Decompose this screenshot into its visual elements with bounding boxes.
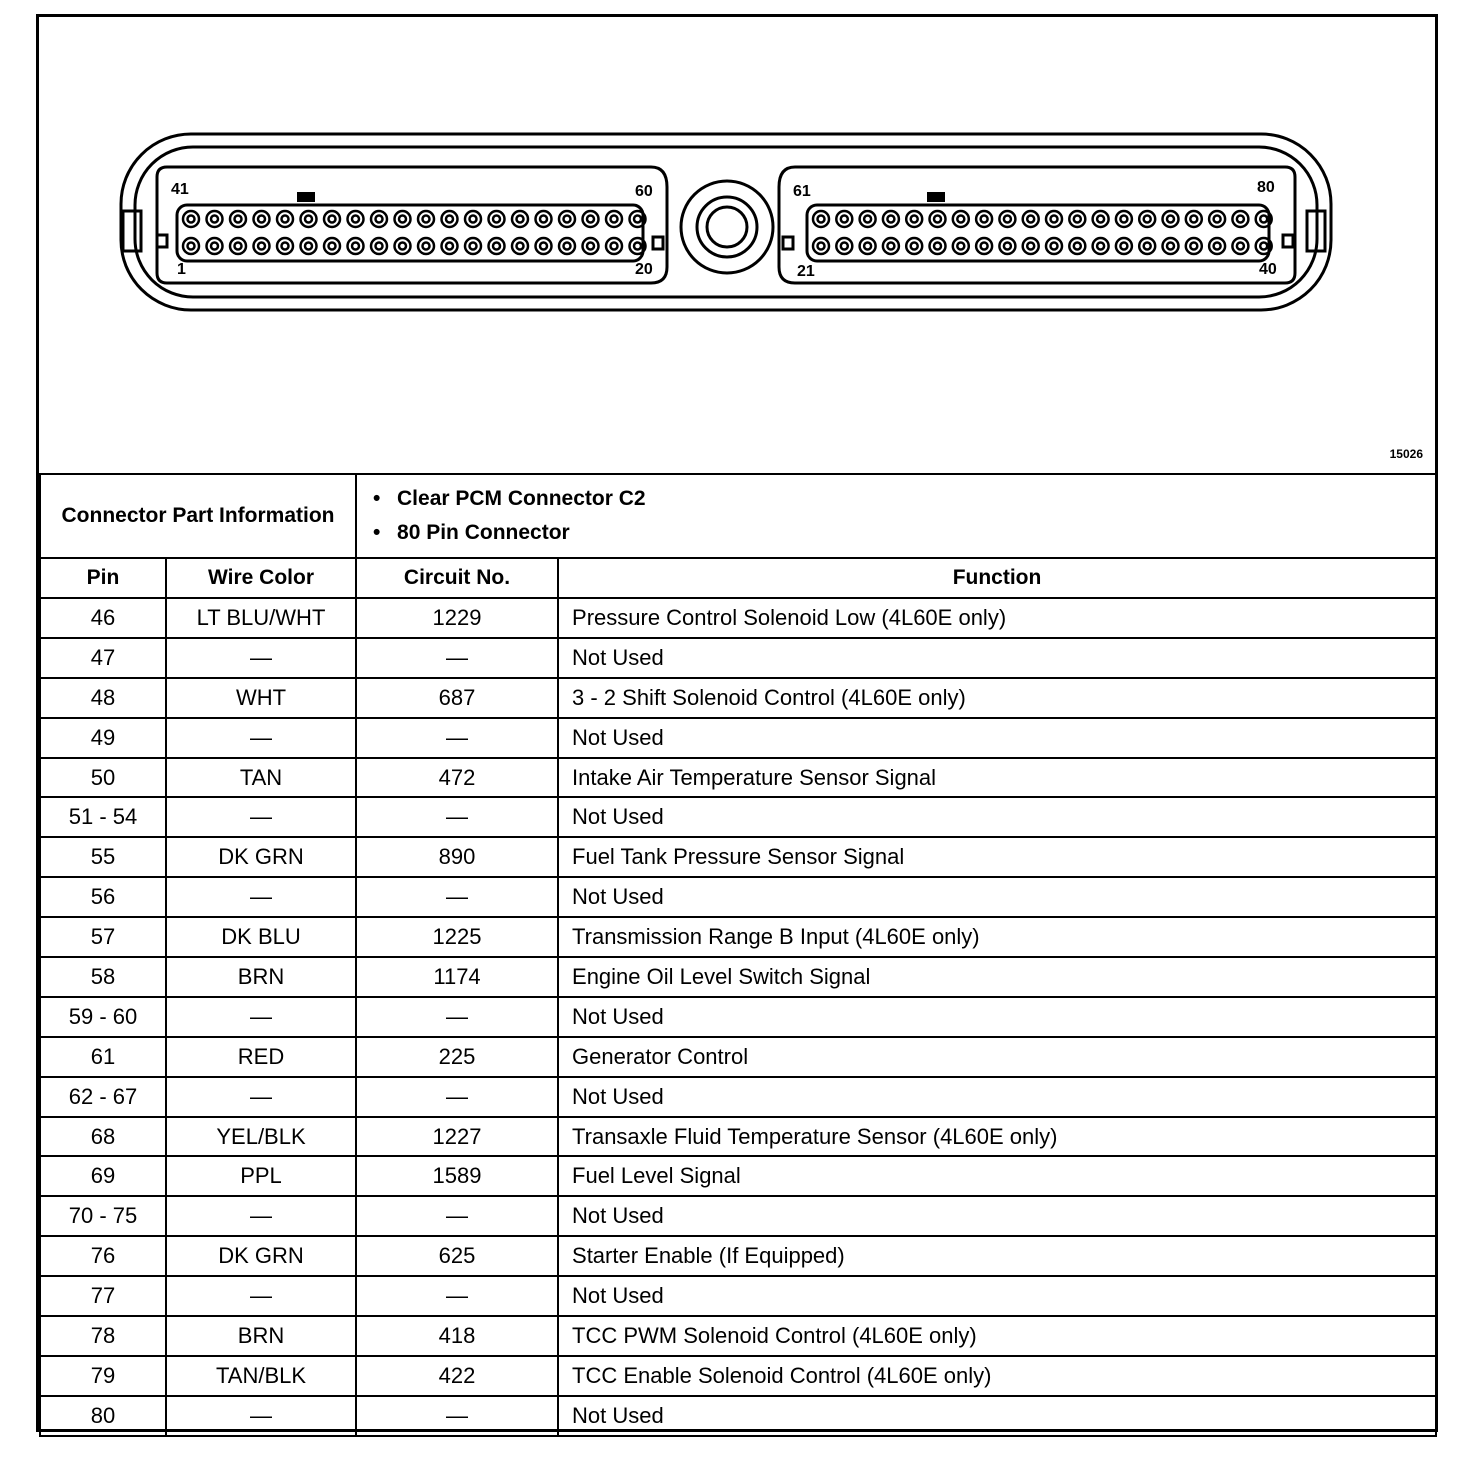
connector-pin-core	[1144, 216, 1151, 223]
connector-pin	[1023, 211, 1039, 227]
connector-pin	[606, 211, 622, 227]
connector-pin-core	[611, 216, 618, 223]
connector-pin-core	[235, 243, 242, 250]
function-cell: Not Used	[558, 797, 1436, 837]
connector-pin-core	[540, 243, 547, 250]
table-row	[40, 1077, 1436, 1117]
connector-pin-core	[911, 243, 918, 250]
function-cell: Transmission Range B Input (4L60E only)	[558, 917, 1436, 957]
circuit-cell: 472	[356, 758, 558, 798]
connector-pin	[1093, 211, 1109, 227]
circuit-cell: 1174	[356, 957, 558, 997]
right-bottom-left-pin-number: 21	[797, 263, 815, 280]
function-cell: Not Used	[558, 638, 1436, 678]
right-top-right-pin-number: 80	[1257, 179, 1275, 196]
connector-pin	[371, 238, 387, 254]
table-row	[40, 1236, 1436, 1276]
wire-color-cell: BRN	[166, 957, 356, 997]
connector-pin-core	[399, 216, 406, 223]
connector-pin	[1116, 238, 1132, 254]
connector-pin	[207, 211, 223, 227]
connector-pin	[976, 211, 992, 227]
function-cell: Not Used	[558, 1077, 1436, 1117]
connector-pin-core	[188, 216, 195, 223]
connector-pin-core	[1097, 216, 1104, 223]
table-row	[40, 837, 1436, 877]
wire-color-cell: DK BLU	[166, 917, 356, 957]
connector-pin-core	[517, 216, 524, 223]
pin-cell: 46	[40, 598, 166, 638]
connector-pin-core	[376, 216, 383, 223]
circuit-cell: 1227	[356, 1117, 558, 1157]
connector-pin-core	[564, 243, 571, 250]
connector-pin	[442, 211, 458, 227]
function-cell: Engine Oil Level Switch Signal	[558, 957, 1436, 997]
connector-pin-core	[934, 216, 941, 223]
wire-color-cell: —	[166, 1077, 356, 1117]
connector-pin-core	[446, 243, 453, 250]
connector-pin	[813, 211, 829, 227]
connector-pin-core	[1027, 243, 1034, 250]
pin-cell: 70 - 75	[40, 1196, 166, 1236]
connector-pin-core	[329, 216, 336, 223]
table-row	[40, 1196, 1436, 1236]
wire-color-cell: BRN	[166, 1316, 356, 1356]
connector-pin-core	[1074, 216, 1081, 223]
right-key	[783, 237, 793, 249]
connector-pin	[1163, 211, 1179, 227]
connector-pin	[254, 238, 270, 254]
circuit-cell: —	[356, 1196, 558, 1236]
table-header-row	[40, 558, 1436, 598]
function-cell: TCC PWM Solenoid Control (4L60E only)	[558, 1316, 1436, 1356]
connector-pin-core	[376, 243, 383, 250]
pin-cell: 55	[40, 837, 166, 877]
connector-pin-core	[818, 216, 825, 223]
table-row	[40, 877, 1436, 917]
function-cell: 3 - 2 Shift Solenoid Control (4L60E only)	[558, 678, 1436, 718]
table-row	[40, 1117, 1436, 1157]
connector-pin	[1069, 238, 1085, 254]
right-key-2	[1283, 235, 1293, 247]
right-bottom-right-pin-number: 40	[1259, 261, 1277, 278]
function-cell: Not Used	[558, 997, 1436, 1037]
connector-pin	[1186, 211, 1202, 227]
connector-pin-core	[587, 243, 594, 250]
circuit-cell: —	[356, 1077, 558, 1117]
circuit-cell: 687	[356, 678, 558, 718]
function-cell: Starter Enable (If Equipped)	[558, 1236, 1436, 1276]
connector-pin-core	[1120, 243, 1127, 250]
pin-cell: 50	[40, 758, 166, 798]
connector-pin	[536, 238, 552, 254]
circuit-cell: 890	[356, 837, 558, 877]
wire-color-cell: WHT	[166, 678, 356, 718]
wire-color-cell: LT BLU/WHT	[166, 598, 356, 638]
table-row	[40, 957, 1436, 997]
header-circuit-no: Circuit No.	[356, 558, 558, 598]
pin-cell: 49	[40, 718, 166, 758]
table-body	[40, 598, 1436, 1436]
connector-pin-core	[818, 243, 825, 250]
connector-pin	[348, 211, 364, 227]
table-row	[40, 598, 1436, 638]
connector-pin-core	[864, 243, 871, 250]
connector-pin-core	[1074, 243, 1081, 250]
circuit-cell: —	[356, 718, 558, 758]
left-top-right-pin-number: 60	[635, 183, 653, 200]
wire-color-cell: TAN	[166, 758, 356, 798]
connector-pin-core	[235, 216, 242, 223]
connector-pin-core	[1167, 216, 1174, 223]
pin-cell: 79	[40, 1356, 166, 1396]
circuit-cell: 1589	[356, 1156, 558, 1196]
circuit-cell: —	[356, 797, 558, 837]
connector-pin-core	[470, 216, 477, 223]
wire-color-cell: DK GRN	[166, 1236, 356, 1276]
function-cell: Fuel Level Signal	[558, 1156, 1436, 1196]
connector-pin	[324, 238, 340, 254]
connector-pin	[1209, 211, 1225, 227]
connector-pin-core	[1120, 216, 1127, 223]
connector-pin-core	[864, 216, 871, 223]
connector-pin-core	[399, 243, 406, 250]
function-cell: Not Used	[558, 718, 1436, 758]
connector-pin	[860, 238, 876, 254]
wire-color-cell: —	[166, 1396, 356, 1436]
connector-pin	[348, 238, 364, 254]
connector-pin-core	[517, 243, 524, 250]
table-row	[40, 1037, 1436, 1077]
table-row	[40, 758, 1436, 798]
connector-pin-core	[611, 243, 618, 250]
connector-pin	[371, 211, 387, 227]
connector-pin	[1139, 238, 1155, 254]
connector-pin-core	[634, 243, 641, 250]
connector-info-list	[356, 474, 1436, 558]
right-polarity-mark	[927, 192, 945, 202]
connector-pin	[1209, 238, 1225, 254]
wire-color-cell: —	[166, 638, 356, 678]
connector-pin	[953, 211, 969, 227]
connector-pin-core	[1260, 216, 1267, 223]
connector-pin-core	[305, 243, 312, 250]
connector-pin	[301, 238, 317, 254]
circuit-cell: 422	[356, 1356, 558, 1396]
connector-pin	[999, 211, 1015, 227]
circuit-cell: 418	[356, 1316, 558, 1356]
wire-color-cell: TAN/BLK	[166, 1356, 356, 1396]
connector-pin-core	[1167, 243, 1174, 250]
connector-pin	[324, 211, 340, 227]
connector-pin	[277, 211, 293, 227]
pin-cell: 48	[40, 678, 166, 718]
connector-drawing	[39, 17, 1435, 473]
connector-pin	[418, 211, 434, 227]
function-cell: Not Used	[558, 1396, 1436, 1436]
connector-pin	[559, 211, 575, 227]
connector-pin-core	[470, 243, 477, 250]
connector-pin-core	[446, 216, 453, 223]
connector-pin-core	[1190, 243, 1197, 250]
connector-pin	[583, 238, 599, 254]
connector-pin-core	[841, 216, 848, 223]
pin-cell: 77	[40, 1276, 166, 1316]
wire-color-cell: —	[166, 1196, 356, 1236]
table-row	[40, 638, 1436, 678]
function-cell: Not Used	[558, 1196, 1436, 1236]
connector-pin-core	[211, 243, 218, 250]
left-key-2	[653, 237, 663, 249]
connector-pin-core	[305, 216, 312, 223]
connector-pin	[930, 211, 946, 227]
connector-pin	[953, 238, 969, 254]
table-row	[40, 1156, 1436, 1196]
function-cell: TCC Enable Solenoid Control (4L60E only)	[558, 1356, 1436, 1396]
pin-cell: 62 - 67	[40, 1077, 166, 1117]
wire-color-cell: YEL/BLK	[166, 1117, 356, 1157]
table-row	[40, 917, 1436, 957]
connector-pin	[836, 238, 852, 254]
pin-cell: 78	[40, 1316, 166, 1356]
connector-pin	[536, 211, 552, 227]
connector-pin	[183, 211, 199, 227]
pin-cell: 76	[40, 1236, 166, 1276]
connector-pin-core	[587, 216, 594, 223]
function-cell: Generator Control	[558, 1037, 1436, 1077]
connector-pin	[395, 211, 411, 227]
connector-pin	[930, 238, 946, 254]
connector-pin-core	[957, 243, 964, 250]
connector-pin	[860, 211, 876, 227]
connector-pin	[1232, 238, 1248, 254]
wire-color-cell: RED	[166, 1037, 356, 1077]
center-bolt-core	[707, 207, 747, 247]
connector-pin-core	[1097, 243, 1104, 250]
connector-part-label: Connector Part Information	[40, 474, 356, 558]
connector-pin	[442, 238, 458, 254]
connector-pin	[813, 238, 829, 254]
connector-pin-core	[1260, 243, 1267, 250]
connector-pin-core	[1004, 243, 1011, 250]
function-cell: Not Used	[558, 1276, 1436, 1316]
table-row	[40, 1356, 1436, 1396]
connector-pin	[465, 238, 481, 254]
pin-cell: 80	[40, 1396, 166, 1436]
connector-pin-core	[887, 216, 894, 223]
connector-pin-core	[423, 216, 430, 223]
function-cell: Pressure Control Solenoid Low (4L60E only)	[558, 598, 1436, 638]
connector-pin	[999, 238, 1015, 254]
connector-pin	[883, 211, 899, 227]
table-row	[40, 1276, 1436, 1316]
wire-color-cell: —	[166, 797, 356, 837]
connector-pin	[583, 211, 599, 227]
connector-pin	[207, 238, 223, 254]
table-row	[40, 997, 1436, 1037]
connector-pin	[906, 211, 922, 227]
connector-pin	[301, 211, 317, 227]
connector-pin-core	[282, 216, 289, 223]
connector-pin-core	[211, 216, 218, 223]
connector-pin-core	[423, 243, 430, 250]
connector-pin	[418, 238, 434, 254]
connector-pin	[1139, 211, 1155, 227]
connector-pin	[976, 238, 992, 254]
connector-pin	[230, 211, 246, 227]
connector-info-item: • Clear PCM Connector C2	[397, 482, 1435, 516]
connector-pin-core	[981, 243, 988, 250]
wire-color-cell: —	[166, 877, 356, 917]
pin-cell: 57	[40, 917, 166, 957]
connector-pin-core	[1051, 243, 1058, 250]
connector-pin-core	[1004, 216, 1011, 223]
connector-pin-core	[841, 243, 848, 250]
connector-pin-core	[911, 216, 918, 223]
connector-pin	[254, 211, 270, 227]
connector-pin	[395, 238, 411, 254]
pinout-frame	[36, 14, 1438, 1432]
circuit-cell: 225	[356, 1037, 558, 1077]
connector-pin	[906, 238, 922, 254]
header-function: Function	[558, 558, 1436, 598]
connector-pin	[489, 238, 505, 254]
left-polarity-mark	[297, 192, 315, 202]
table-row	[40, 1396, 1436, 1436]
pin-cell: 56	[40, 877, 166, 917]
connector-pin-core	[1237, 216, 1244, 223]
function-cell: Transaxle Fluid Temperature Sensor (4L60E only)	[558, 1117, 1436, 1157]
left-latch	[123, 211, 141, 251]
circuit-cell: 1229	[356, 598, 558, 638]
wire-color-cell: DK GRN	[166, 837, 356, 877]
connector-pin-core	[188, 243, 195, 250]
center-bolt	[681, 181, 773, 273]
connector-pin	[230, 238, 246, 254]
connector-info-item: • 80 Pin Connector	[397, 516, 1435, 550]
wire-color-cell: PPL	[166, 1156, 356, 1196]
connector-pin-core	[352, 216, 359, 223]
connector-pin	[1023, 238, 1039, 254]
connector-pin-core	[1237, 243, 1244, 250]
connector-pin-core	[352, 243, 359, 250]
connector-pin-core	[1214, 243, 1221, 250]
left-top-left-pin-number: 41	[171, 181, 189, 198]
connector-pin-core	[1190, 216, 1197, 223]
pin-cell: 51 - 54	[40, 797, 166, 837]
header-pin: Pin	[40, 558, 166, 598]
pin-cell: 59 - 60	[40, 997, 166, 1037]
circuit-cell: —	[356, 877, 558, 917]
function-cell: Not Used	[558, 877, 1436, 917]
circuit-cell: —	[356, 1276, 558, 1316]
header-wire-color: Wire Color	[166, 558, 356, 598]
table-row	[40, 678, 1436, 718]
connector-pin-core	[1027, 216, 1034, 223]
circuit-cell: —	[356, 638, 558, 678]
connector-pin	[1046, 211, 1062, 227]
left-bottom-right-pin-number: 20	[635, 261, 653, 278]
figure-id: 15026	[1389, 447, 1423, 461]
connector-pin	[1093, 238, 1109, 254]
connector-pin-core	[258, 243, 265, 250]
connector-pin	[512, 211, 528, 227]
connector-pin	[606, 238, 622, 254]
connector-pin	[1046, 238, 1062, 254]
function-cell: Fuel Tank Pressure Sensor Signal	[558, 837, 1436, 877]
connector-pin-core	[1214, 216, 1221, 223]
connector-pin-core	[634, 216, 641, 223]
connector-pin	[183, 238, 199, 254]
connector-pin	[1116, 211, 1132, 227]
pin-cell: 68	[40, 1117, 166, 1157]
connector-pin	[512, 238, 528, 254]
connector-pin-core	[934, 243, 941, 250]
connector-pin-core	[258, 216, 265, 223]
connector-pin	[1163, 238, 1179, 254]
connector-pin	[559, 238, 575, 254]
connector-pin-core	[329, 243, 336, 250]
connector-pin-core	[564, 216, 571, 223]
connector-pin	[883, 238, 899, 254]
connector-pin	[1232, 211, 1248, 227]
table-row	[40, 797, 1436, 837]
connector-pin	[277, 238, 293, 254]
connector-pin-core	[540, 216, 547, 223]
table-row	[40, 718, 1436, 758]
pin-cell: 47	[40, 638, 166, 678]
circuit-cell: 1225	[356, 917, 558, 957]
pin-cell: 69	[40, 1156, 166, 1196]
circuit-cell: —	[356, 1396, 558, 1436]
connector-pin-core	[1144, 243, 1151, 250]
connector-pin-core	[493, 216, 500, 223]
connector-pin	[465, 211, 481, 227]
connector-pin	[1186, 238, 1202, 254]
connector-pin-core	[1051, 216, 1058, 223]
table-row	[40, 1316, 1436, 1356]
connector-pin-core	[981, 216, 988, 223]
pin-cell: 58	[40, 957, 166, 997]
connector-pin-core	[887, 243, 894, 250]
pinout-table	[39, 473, 1437, 1437]
function-cell: Intake Air Temperature Sensor Signal	[558, 758, 1436, 798]
pin-cell: 61	[40, 1037, 166, 1077]
connector-pin-core	[957, 216, 964, 223]
connector-diagram	[39, 17, 1435, 473]
right-top-left-pin-number: 61	[793, 183, 811, 200]
connector-pin	[1069, 211, 1085, 227]
connector-pin-core	[493, 243, 500, 250]
circuit-cell: —	[356, 997, 558, 1037]
wire-color-cell: —	[166, 718, 356, 758]
left-bottom-left-pin-number: 1	[177, 261, 186, 278]
connector-pin	[489, 211, 505, 227]
connector-pin	[836, 211, 852, 227]
circuit-cell: 625	[356, 1236, 558, 1276]
connector-pin-core	[282, 243, 289, 250]
left-key	[157, 235, 167, 247]
wire-color-cell: —	[166, 997, 356, 1037]
wire-color-cell: —	[166, 1276, 356, 1316]
connector-info-row	[40, 474, 1436, 558]
